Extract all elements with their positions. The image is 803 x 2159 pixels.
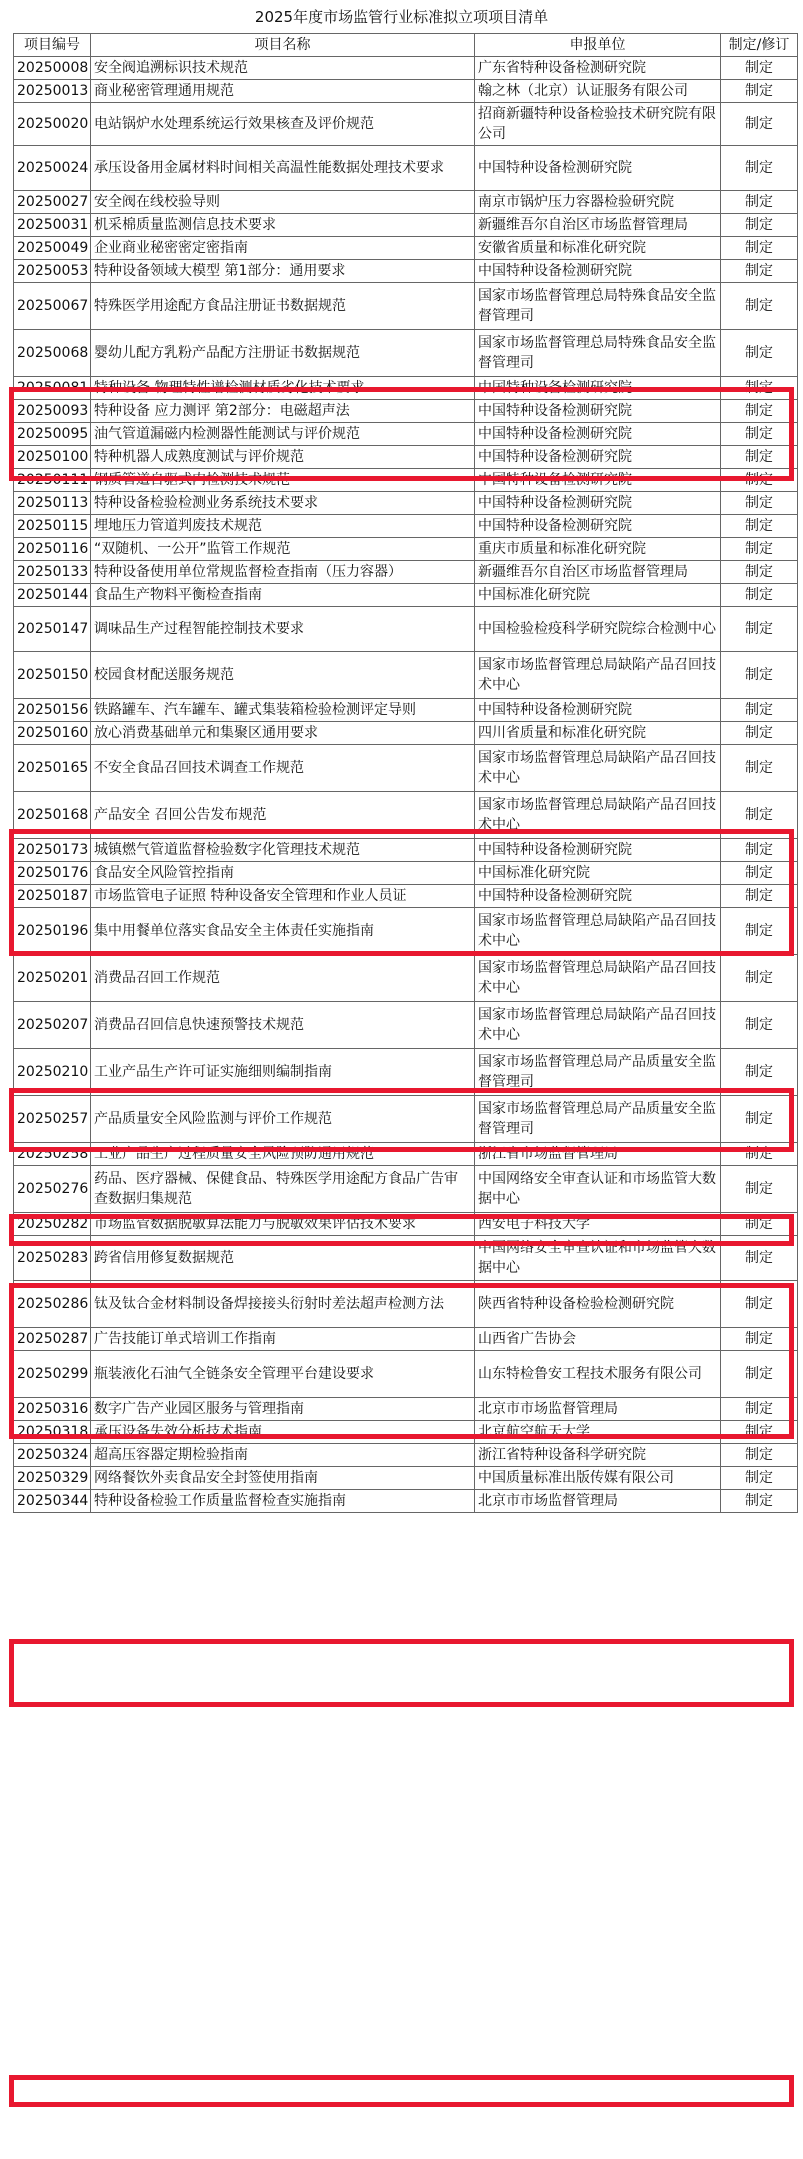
table-row	[14, 1444, 798, 1467]
cell-applicant-unit: 国家市场监督管理总局缺陷产品召回技术中心	[475, 1002, 721, 1049]
table-row	[14, 469, 798, 492]
cell-project-name: 调味品生产过程智能控制技术要求	[91, 607, 475, 652]
cell-applicant-unit: 北京市市场监督管理局	[475, 1490, 721, 1513]
cell-project-id: 20250210	[14, 1049, 91, 1096]
table-row	[14, 699, 798, 722]
table-row	[14, 1213, 798, 1236]
cell-project-name: 网络餐饮外卖食品安全封签使用指南	[91, 1467, 475, 1490]
table-row	[14, 1281, 798, 1328]
cell-applicant-unit: 四川省质量和标准化研究院	[475, 722, 721, 745]
cell-applicant-unit: 中国特种设备检测研究院	[475, 377, 721, 400]
cell-project-id: 20250008	[14, 57, 91, 80]
cell-type: 制定	[721, 699, 798, 722]
cell-project-name: 工业产品生产过程质量安全风险预防通用规范	[91, 1143, 475, 1166]
cell-project-name: 安全阀在线校验导则	[91, 191, 475, 214]
table-row	[14, 792, 798, 839]
table-row	[14, 1490, 798, 1513]
table-row	[14, 908, 798, 955]
cell-project-name: 不安全食品召回技术调查工作规范	[91, 745, 475, 792]
cell-type: 制定	[721, 1444, 798, 1467]
cell-applicant-unit: 国家市场监督管理总局缺陷产品召回技术中心	[475, 908, 721, 955]
cell-project-name: 油气管道漏磁内检测器性能测试与评价规范	[91, 423, 475, 446]
cell-project-name: 瓶装液化石油气全链条安全管理平台建设要求	[91, 1351, 475, 1398]
cell-project-name: 商业秘密管理通用规范	[91, 80, 475, 103]
cell-project-id: 20250013	[14, 80, 91, 103]
cell-project-name: “双随机、一公开”监管工作规范	[91, 538, 475, 561]
cell-project-name: 钢质管道自驱式内检测技术规范	[91, 469, 475, 492]
cell-type: 制定	[721, 1213, 798, 1236]
cell-project-id: 20250282	[14, 1213, 91, 1236]
cell-project-id: 20250165	[14, 745, 91, 792]
cell-applicant-unit: 中国标准化研究院	[475, 584, 721, 607]
header-id: 项目编号	[14, 34, 91, 57]
table-row	[14, 584, 798, 607]
cell-project-id: 20250020	[14, 103, 91, 146]
cell-project-id: 20250329	[14, 1467, 91, 1490]
cell-project-name: 承压设备用金属材料时间相关高温性能数据处理技术要求	[91, 146, 475, 191]
cell-type: 制定	[721, 377, 798, 400]
cell-project-id: 20250024	[14, 146, 91, 191]
project-table	[13, 33, 798, 1513]
cell-project-name: 婴幼儿配方乳粉产品配方注册证书数据规范	[91, 330, 475, 377]
cell-type: 制定	[721, 561, 798, 584]
cell-project-id: 20250031	[14, 214, 91, 237]
cell-type: 制定	[721, 1096, 798, 1143]
cell-project-name: 数字广告产业园区服务与管理指南	[91, 1398, 475, 1421]
cell-type: 制定	[721, 492, 798, 515]
cell-project-id: 20250150	[14, 652, 91, 699]
cell-type: 制定	[721, 1467, 798, 1490]
cell-applicant-unit: 中国特种设备检测研究院	[475, 446, 721, 469]
cell-type: 制定	[721, 330, 798, 377]
cell-project-name: 消费品召回信息快速预警技术规范	[91, 1002, 475, 1049]
cell-type: 制定	[721, 745, 798, 792]
cell-type: 制定	[721, 1281, 798, 1328]
table-row	[14, 1143, 798, 1166]
cell-project-id: 20250049	[14, 237, 91, 260]
table-row	[14, 1236, 798, 1281]
header-name: 项目名称	[91, 34, 475, 57]
cell-applicant-unit: 山西省广告协会	[475, 1328, 721, 1351]
cell-applicant-unit: 新疆维吾尔自治区市场监督管理局	[475, 214, 721, 237]
cell-project-name: 铁路罐车、汽车罐车、罐式集装箱检验检测评定导则	[91, 699, 475, 722]
cell-applicant-unit: 国家市场监督管理总局缺陷产品召回技术中心	[475, 955, 721, 1002]
cell-applicant-unit: 中国特种设备检测研究院	[475, 400, 721, 423]
cell-applicant-unit: 中国特种设备检测研究院	[475, 146, 721, 191]
cell-applicant-unit: 国家市场监督管理总局特殊食品安全监督管理司	[475, 283, 721, 330]
cell-project-id: 20250053	[14, 260, 91, 283]
cell-project-id: 20250160	[14, 722, 91, 745]
cell-project-id: 20250027	[14, 191, 91, 214]
table-row	[14, 103, 798, 146]
cell-project-name: 放心消费基础单元和集聚区通用要求	[91, 722, 475, 745]
cell-applicant-unit: 山东特检鲁安工程技术服务有限公司	[475, 1351, 721, 1398]
cell-project-name: 跨省信用修复数据规范	[91, 1236, 475, 1281]
cell-type: 制定	[721, 103, 798, 146]
table-row	[14, 839, 798, 862]
cell-project-id: 20250344	[14, 1490, 91, 1513]
cell-project-id: 20250201	[14, 955, 91, 1002]
cell-applicant-unit: 中国特种设备检测研究院	[475, 699, 721, 722]
cell-applicant-unit: 中国特种设备检测研究院	[475, 260, 721, 283]
cell-project-name: 市场监管电子证照 特种设备安全管理和作业人员证	[91, 885, 475, 908]
table-row	[14, 955, 798, 1002]
table-row	[14, 722, 798, 745]
cell-applicant-unit: 国家市场监督管理总局产品质量安全监督管理司	[475, 1049, 721, 1096]
cell-applicant-unit: 国家市场监督管理总局缺陷产品召回技术中心	[475, 792, 721, 839]
table-row	[14, 146, 798, 191]
table-row	[14, 80, 798, 103]
cell-project-name: 特种设备 物理特性谱检测材质劣化技术要求	[91, 377, 475, 400]
table-row	[14, 423, 798, 446]
cell-applicant-unit: 中国特种设备检测研究院	[475, 492, 721, 515]
table-row	[14, 1166, 798, 1213]
cell-project-id: 20250100	[14, 446, 91, 469]
cell-type: 制定	[721, 652, 798, 699]
table-row	[14, 191, 798, 214]
cell-type: 制定	[721, 469, 798, 492]
cell-applicant-unit: 中国特种设备检测研究院	[475, 515, 721, 538]
cell-applicant-unit: 北京航空航天大学	[475, 1421, 721, 1444]
table-row	[14, 862, 798, 885]
cell-type: 制定	[721, 607, 798, 652]
cell-project-name: 产品安全 召回公告发布规范	[91, 792, 475, 839]
highlight-box	[9, 1639, 794, 1707]
cell-project-id: 20250133	[14, 561, 91, 584]
cell-type: 制定	[721, 1166, 798, 1213]
cell-type: 制定	[721, 1398, 798, 1421]
table-row	[14, 400, 798, 423]
cell-project-name: 消费品召回工作规范	[91, 955, 475, 1002]
cell-project-id: 20250299	[14, 1351, 91, 1398]
cell-type: 制定	[721, 584, 798, 607]
cell-type: 制定	[721, 191, 798, 214]
table-row	[14, 1002, 798, 1049]
cell-project-id: 20250111	[14, 469, 91, 492]
cell-applicant-unit: 中国特种设备检测研究院	[475, 423, 721, 446]
cell-type: 制定	[721, 237, 798, 260]
cell-type: 制定	[721, 423, 798, 446]
cell-applicant-unit: 浙江省市场监督管理局	[475, 1143, 721, 1166]
cell-applicant-unit: 翰之林（北京）认证服务有限公司	[475, 80, 721, 103]
table-row	[14, 538, 798, 561]
table-row	[14, 561, 798, 584]
table-row	[14, 1328, 798, 1351]
cell-type: 制定	[721, 1049, 798, 1096]
cell-project-id: 20250147	[14, 607, 91, 652]
cell-project-name: 特种机器人成熟度测试与评价规范	[91, 446, 475, 469]
cell-applicant-unit: 陕西省特种设备检验检测研究院	[475, 1281, 721, 1328]
header-type: 制定/修订	[721, 34, 798, 57]
cell-project-id: 20250324	[14, 1444, 91, 1467]
cell-project-id: 20250168	[14, 792, 91, 839]
cell-type: 制定	[721, 1351, 798, 1398]
cell-project-name: 埋地压力管道判废技术规范	[91, 515, 475, 538]
cell-type: 制定	[721, 283, 798, 330]
cell-type: 制定	[721, 214, 798, 237]
cell-project-name: 工业产品生产许可证实施细则编制指南	[91, 1049, 475, 1096]
cell-type: 制定	[721, 400, 798, 423]
cell-project-id: 20250187	[14, 885, 91, 908]
table-row	[14, 1096, 798, 1143]
cell-project-name: 食品安全风险管控指南	[91, 862, 475, 885]
table-row	[14, 57, 798, 80]
cell-applicant-unit: 西安电子科技大学	[475, 1213, 721, 1236]
cell-applicant-unit: 中国特种设备检测研究院	[475, 839, 721, 862]
cell-applicant-unit: 安徽省质量和标准化研究院	[475, 237, 721, 260]
table-row	[14, 1398, 798, 1421]
cell-type: 制定	[721, 538, 798, 561]
cell-applicant-unit: 中国特种设备检测研究院	[475, 885, 721, 908]
cell-type: 制定	[721, 885, 798, 908]
cell-applicant-unit: 国家市场监督管理总局缺陷产品召回技术中心	[475, 745, 721, 792]
cell-project-name: 特种设备检验工作质量监督检查实施指南	[91, 1490, 475, 1513]
header-row	[14, 34, 798, 57]
table-row	[14, 515, 798, 538]
cell-project-id: 20250276	[14, 1166, 91, 1213]
cell-project-id: 20250173	[14, 839, 91, 862]
cell-project-name: 企业商业秘密密定密指南	[91, 237, 475, 260]
cell-applicant-unit: 浙江省特种设备科学研究院	[475, 1444, 721, 1467]
cell-applicant-unit: 中国网络安全审查认证和市场监管大数据中心	[475, 1236, 721, 1281]
cell-applicant-unit: 北京市市场监督管理局	[475, 1398, 721, 1421]
cell-project-id: 20250283	[14, 1236, 91, 1281]
table-row	[14, 745, 798, 792]
highlight-box	[9, 2075, 794, 2107]
cell-type: 制定	[721, 1421, 798, 1444]
cell-project-id: 20250286	[14, 1281, 91, 1328]
cell-project-name: 集中用餐单位落实食品安全主体责任实施指南	[91, 908, 475, 955]
cell-applicant-unit: 中国检验检疫科学研究院综合检测中心	[475, 607, 721, 652]
table-row	[14, 377, 798, 400]
table-row	[14, 260, 798, 283]
cell-applicant-unit: 中国特种设备检测研究院	[475, 469, 721, 492]
cell-project-id: 20250258	[14, 1143, 91, 1166]
table-row	[14, 652, 798, 699]
cell-applicant-unit: 中国标准化研究院	[475, 862, 721, 885]
cell-project-id: 20250176	[14, 862, 91, 885]
cell-applicant-unit: 中国网络安全审查认证和市场监管大数据中心	[475, 1166, 721, 1213]
cell-type: 制定	[721, 908, 798, 955]
table-row	[14, 492, 798, 515]
cell-project-name: 市场监管数据脱敏算法能力与脱敏效果评估技术要求	[91, 1213, 475, 1236]
cell-project-name: 特种设备检验检测业务系统技术要求	[91, 492, 475, 515]
cell-type: 制定	[721, 792, 798, 839]
table-row	[14, 1467, 798, 1490]
table-row	[14, 1351, 798, 1398]
cell-project-id: 20250115	[14, 515, 91, 538]
cell-project-name: 特种设备 应力测评 第2部分：电磁超声法	[91, 400, 475, 423]
table-row	[14, 330, 798, 377]
cell-project-id: 20250081	[14, 377, 91, 400]
cell-project-id: 20250068	[14, 330, 91, 377]
table-row	[14, 1421, 798, 1444]
cell-project-name: 药品、医疗器械、保健食品、特殊医学用途配方食品广告审查数据归集规范	[91, 1166, 475, 1213]
cell-type: 制定	[721, 1490, 798, 1513]
table-row	[14, 214, 798, 237]
cell-applicant-unit: 广东省特种设备检测研究院	[475, 57, 721, 80]
cell-project-id: 20250067	[14, 283, 91, 330]
cell-project-name: 特种设备领域大模型 第1部分：通用要求	[91, 260, 475, 283]
cell-project-name: 机采棉质量监测信息技术要求	[91, 214, 475, 237]
cell-project-name: 电站锅炉水处理系统运行效果核查及评价规范	[91, 103, 475, 146]
cell-type: 制定	[721, 1236, 798, 1281]
cell-project-id: 20250207	[14, 1002, 91, 1049]
cell-type: 制定	[721, 260, 798, 283]
table-row	[14, 446, 798, 469]
table-row	[14, 607, 798, 652]
table-row	[14, 1049, 798, 1096]
table-row	[14, 237, 798, 260]
cell-applicant-unit: 国家市场监督管理总局特殊食品安全监督管理司	[475, 330, 721, 377]
cell-project-id: 20250316	[14, 1398, 91, 1421]
cell-project-id: 20250093	[14, 400, 91, 423]
cell-type: 制定	[721, 57, 798, 80]
cell-type: 制定	[721, 955, 798, 1002]
cell-project-id: 20250287	[14, 1328, 91, 1351]
cell-project-name: 特种设备使用单位常规监督检查指南（压力容器）	[91, 561, 475, 584]
cell-type: 制定	[721, 862, 798, 885]
cell-project-id: 20250113	[14, 492, 91, 515]
cell-applicant-unit: 国家市场监督管理总局缺陷产品召回技术中心	[475, 652, 721, 699]
cell-project-name: 产品质量安全风险监测与评价工作规范	[91, 1096, 475, 1143]
cell-project-name: 城镇燃气管道监督检验数字化管理技术规范	[91, 839, 475, 862]
page-title: 2025年度市场监管行业标准拟立项项目清单	[254, 8, 549, 26]
cell-project-id: 20250196	[14, 908, 91, 955]
cell-type: 制定	[721, 1143, 798, 1166]
cell-project-name: 校园食材配送服务规范	[91, 652, 475, 699]
cell-project-name: 钛及钛合金材料制设备焊接接头衍射时差法超声检测方法	[91, 1281, 475, 1328]
cell-project-id: 20250257	[14, 1096, 91, 1143]
table-row	[14, 885, 798, 908]
cell-project-id: 20250144	[14, 584, 91, 607]
cell-project-name: 承压设备失效分析技术指南	[91, 1421, 475, 1444]
cell-type: 制定	[721, 839, 798, 862]
cell-applicant-unit: 中国质量标准出版传媒有限公司	[475, 1467, 721, 1490]
cell-project-id: 20250116	[14, 538, 91, 561]
cell-applicant-unit: 国家市场监督管理总局产品质量安全监督管理司	[475, 1096, 721, 1143]
cell-type: 制定	[721, 80, 798, 103]
cell-type: 制定	[721, 146, 798, 191]
cell-applicant-unit: 招商新疆特种设备检验技术研究院有限公司	[475, 103, 721, 146]
cell-applicant-unit: 新疆维吾尔自治区市场监督管理局	[475, 561, 721, 584]
cell-type: 制定	[721, 1328, 798, 1351]
cell-type: 制定	[721, 446, 798, 469]
cell-project-name: 食品生产物料平衡检查指南	[91, 584, 475, 607]
cell-applicant-unit: 南京市锅炉压力容器检验研究院	[475, 191, 721, 214]
cell-project-name: 广告技能订单式培训工作指南	[91, 1328, 475, 1351]
header-unit: 申报单位	[475, 34, 721, 57]
cell-type: 制定	[721, 722, 798, 745]
cell-project-name: 安全阀追溯标识技术规范	[91, 57, 475, 80]
cell-project-id: 20250095	[14, 423, 91, 446]
cell-project-name: 特殊医学用途配方食品注册证书数据规范	[91, 283, 475, 330]
table-row	[14, 283, 798, 330]
cell-type: 制定	[721, 1002, 798, 1049]
cell-project-id: 20250318	[14, 1421, 91, 1444]
cell-project-id: 20250156	[14, 699, 91, 722]
cell-project-name: 超高压容器定期检验指南	[91, 1444, 475, 1467]
cell-type: 制定	[721, 515, 798, 538]
cell-applicant-unit: 重庆市质量和标准化研究院	[475, 538, 721, 561]
